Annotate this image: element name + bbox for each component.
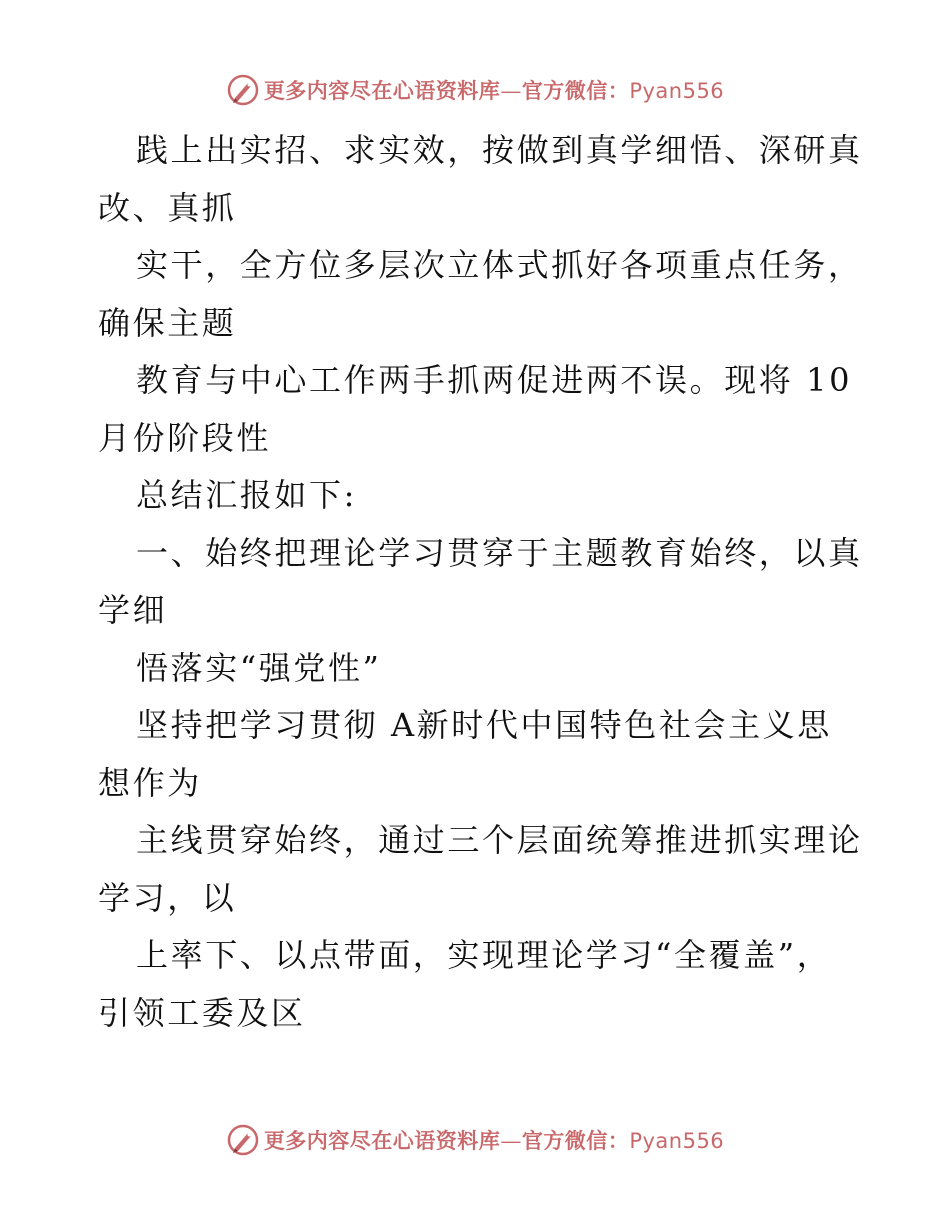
body-line: 月份阶段性 <box>98 418 272 457</box>
watermark-wechat-id: Pyan556 <box>629 79 725 103</box>
body-line: 悟落实“强党性” <box>136 648 382 687</box>
watermark-text <box>264 1125 724 1155</box>
watermark-separator: — <box>500 1129 522 1153</box>
header-watermark <box>0 70 950 110</box>
watermark-separator: — <box>500 79 522 103</box>
body-line: 一、始终把理论学习贯穿于主题教育始终，以真 <box>136 533 863 572</box>
body-line: 引领工委及区 <box>98 993 306 1032</box>
pen-logo-icon <box>226 73 260 107</box>
body-line: 主线贯穿始终，通过三个层面统筹推进抓实理论 <box>136 821 863 859</box>
document-body <box>0 122 950 1042</box>
watermark-cn: 更多内容尽在心语资料库 <box>263 1128 501 1153</box>
body-line: 实干，全方位多层次立体式抓好各项重点任务， <box>136 246 863 284</box>
body-line: 总结汇报如下: <box>136 476 357 514</box>
body-line: 学细 <box>98 591 168 629</box>
body-line: 上率下、以点带面，实现理论学习“全覆盖”， <box>136 936 832 974</box>
body-line: 学习，以 <box>98 878 237 917</box>
watermark-text <box>264 75 724 105</box>
watermark-wechat-id: Pyan556 <box>629 1129 725 1153</box>
body-line: 想作为 <box>98 763 202 802</box>
pen-logo-icon <box>226 1123 260 1157</box>
watermark-wechat-label: 官方微信： <box>521 1128 630 1153</box>
body-line: 确保主题 <box>98 303 237 342</box>
body-line: 践上出实招、求实效，按做到真学细悟、深研真 <box>136 131 863 169</box>
body-line: 教育与中心工作两手抓两促进两不误。现将 10 <box>136 361 853 399</box>
watermark-wechat-label: 官方微信： <box>521 78 630 103</box>
body-line: 坚持把学习贯彻 A新时代中国特色社会主义思 <box>136 706 832 744</box>
body-line: 改、真抓 <box>98 188 237 227</box>
watermark-cn: 更多内容尽在心语资料库 <box>263 78 501 103</box>
footer-watermark <box>0 1120 950 1160</box>
